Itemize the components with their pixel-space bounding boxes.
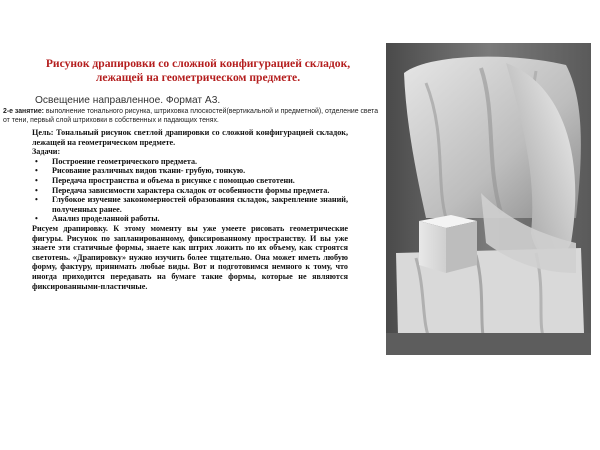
task-item: • Передача зависимости характера складок от особенности формы предмета. (32, 186, 348, 196)
title-line-2: лежащей на геометрическом предмете. (95, 71, 301, 84)
goal (32, 128, 348, 147)
task-item: • Рисование различных видов ткани- грубую, тонкую. (32, 166, 348, 176)
drapery-photo-illustration (386, 43, 591, 355)
task-item: • Анализ проделанной работы. (32, 214, 348, 224)
task-item: • Передача пространства и объема в рисунке с помощью светотени. (32, 176, 348, 186)
task-item: • Построение геометрического предмета. (32, 157, 348, 167)
lesson-text: выполнение тонального рисунка, штриховка плоскостей(вертикальной и предметной), отделение света от тени, первый слой штриховки в собственных и падающих тенях. (3, 108, 379, 124)
tasks-list (32, 157, 348, 224)
description-paragraph: Рисуем драпировку. К этому моменту вы уже умеете рисовать геометрические фигуры. Рисунок по запланированному, фиксированному пространству. И вы уже знаете эти статичные формы, знаете как штрих ложить по их объему, как строятся светотень. «Драпировку» нужно изучить более тщательно. Она может иметь любую форму, фактуру, принимать любые виды. Вот и подготовимся немного к тому, что иногда приходится передавать на бумаге такие формы, которые не являются фиксированными-пластичные. (32, 223, 348, 291)
slide-subtitle: Освещение направленное. Формат А3. (35, 95, 221, 106)
lesson-description (3, 108, 386, 125)
goal-label: Цель: (32, 128, 54, 137)
tasks-heading: Задачи: (32, 147, 61, 157)
lesson-body (32, 128, 348, 291)
task-item: • Глубокое изучение закономерностей образования складок, закрепление знаний, полученных ранее. (32, 195, 348, 214)
lesson-label: 2-е занятие: (3, 108, 44, 115)
title-line-1: Рисунок драпировки со сложной конфигурацией складок, (45, 57, 351, 70)
slide-title (8, 57, 388, 85)
goal-text: Тональный рисунок светлой драпировки со сложной конфигурацией складок, лежащей на геометрическом предмете. (32, 128, 349, 147)
drapery-photo (386, 43, 591, 355)
